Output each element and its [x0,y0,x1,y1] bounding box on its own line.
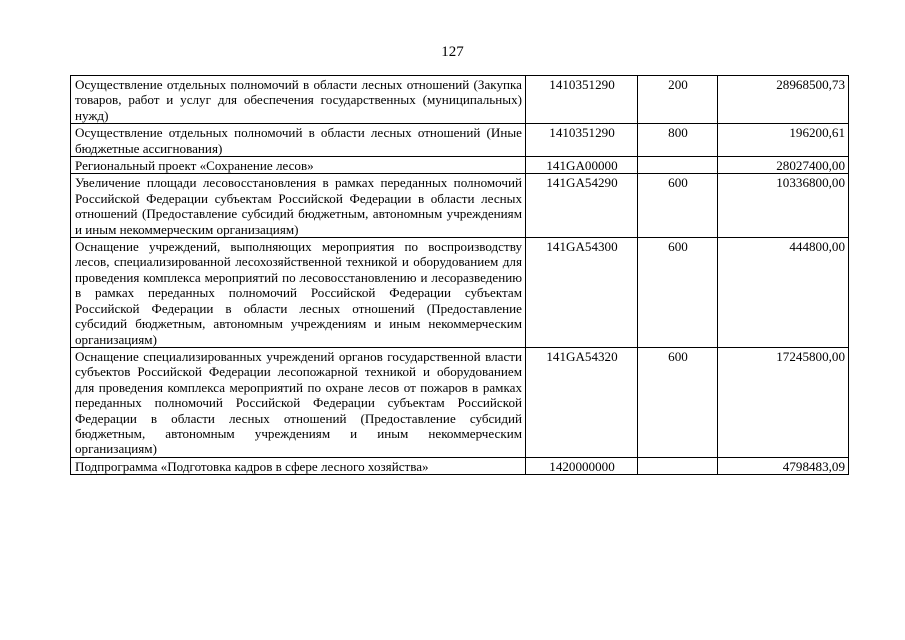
table-row [71,76,849,124]
target-code: 1410351290 [526,76,638,124]
page-number: 127 [441,44,464,60]
budget-table [70,75,849,475]
item-name: Подпрограмма «Подготовка кадров в сфере лесного хозяйства» [71,457,526,474]
expense-type: 200 [638,76,718,124]
expense-type [638,457,718,474]
expense-type [638,157,718,174]
table-row [71,124,849,157]
expense-type: 800 [638,124,718,157]
target-code: 141GA54290 [526,174,638,238]
amount: 28027400,00 [718,157,849,174]
target-code: 141GA54320 [526,347,638,457]
item-name: Оснащение специализированных учреждений органов государственной власти субъектов Российской Федерации лесопожарной техникой и оборудованием для проведения комплекса мероприятий по охране лесов от пожаров в рамках переданных полномочий Российской Федерации субъектам Российской Федерации в области лесных отношений (Предоставление субсидий бюджетным, автономным учреждениям и иным некоммерческим организациям) [71,347,526,457]
amount: 17245800,00 [718,347,849,457]
table-row [71,238,849,348]
item-name: Осуществление отдельных полномочий в области лесных отношений (Иные бюджетные ассигнования) [71,124,526,157]
target-code: 1420000000 [526,457,638,474]
table-row [71,457,849,474]
amount: 10336800,00 [718,174,849,238]
item-name: Оснащение учреждений, выполняющих мероприятия по воспроизводству лесов, специализированной лесохозяйственной техникой и оборудованием для проведения комплекса мероприятий по лесовосстановлению и лесоразведению в рамках переданных полномочий Российской Федерации субъектам Российской Федерации в области лесных отношений (Предоставление субсидий бюджетным, автономным учреждениям и иным некоммерческим организациям) [71,238,526,348]
amount: 4798483,09 [718,457,849,474]
expense-type: 600 [638,347,718,457]
target-code: 141GA00000 [526,157,638,174]
table-row [71,157,849,174]
expense-type: 600 [638,174,718,238]
item-name: Увеличение площади лесовосстановления в рамках переданных полномочий Российской Федерации субъектам Российской Федерации в области лесных отношений (Предоставление субсидий бюджетным, автономным учреждениям и иным некоммерческим организациям) [71,174,526,238]
table-row [71,347,849,457]
table-row [71,174,849,238]
item-name: Региональный проект «Сохранение лесов» [71,157,526,174]
item-name: Осуществление отдельных полномочий в области лесных отношений (Закупка товаров, работ и услуг для обеспечения государственных (муниципальных) нужд) [71,76,526,124]
target-code: 1410351290 [526,124,638,157]
amount: 196200,61 [718,124,849,157]
amount: 444800,00 [718,238,849,348]
target-code: 141GA54300 [526,238,638,348]
amount: 28968500,73 [718,76,849,124]
expense-type: 600 [638,238,718,348]
